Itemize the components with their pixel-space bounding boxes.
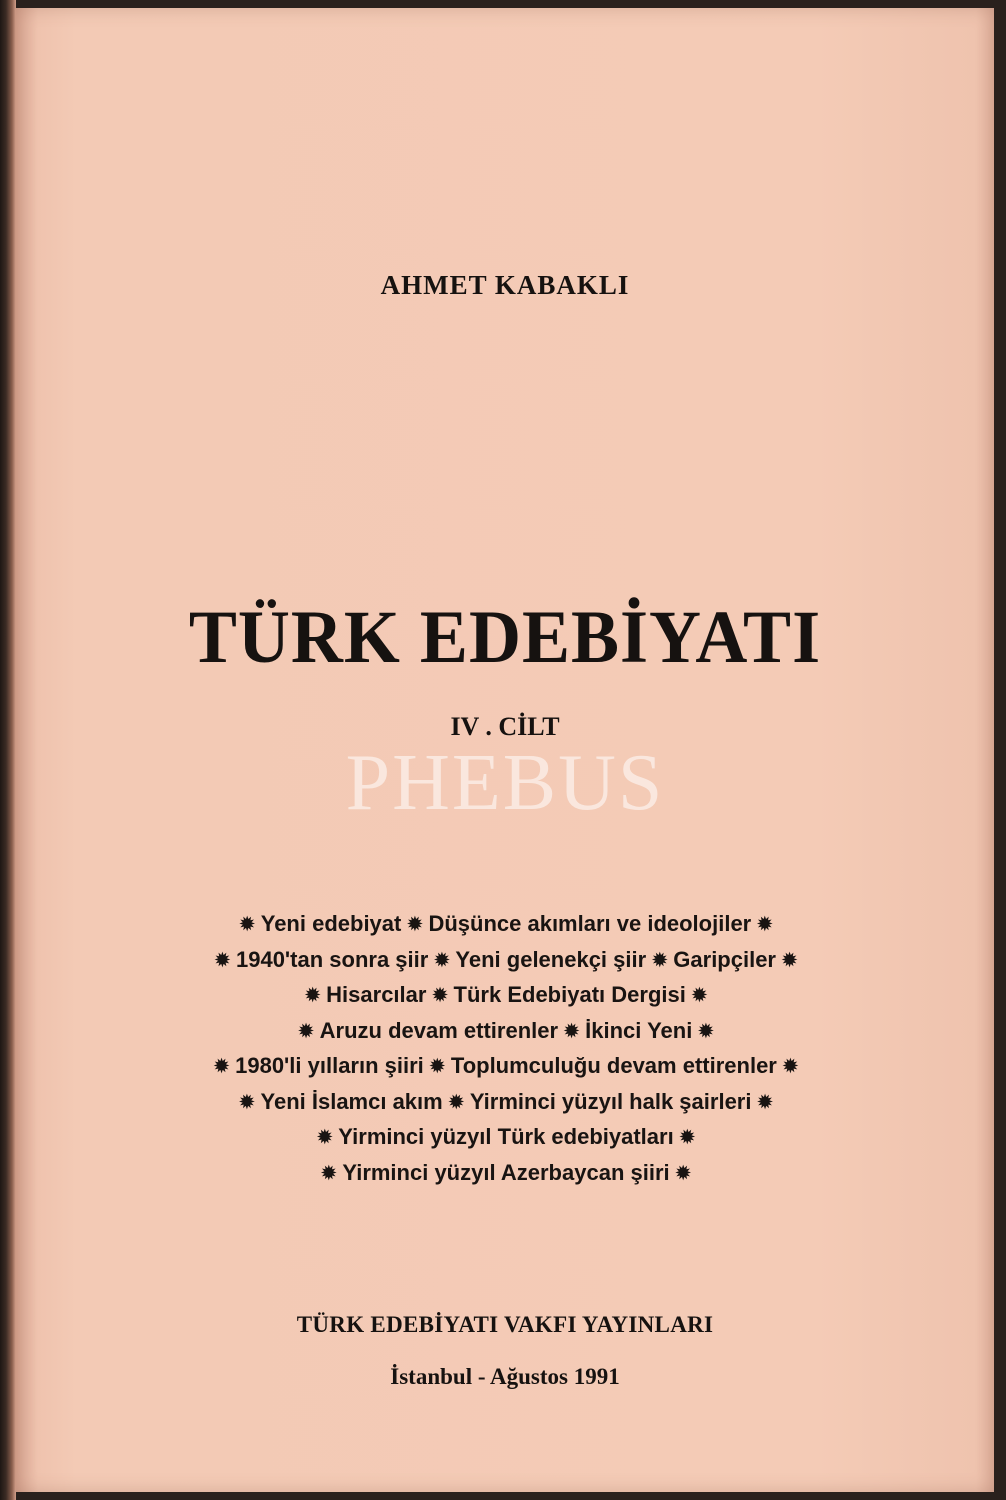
topic-line: [86, 1013, 926, 1049]
star-ornament-icon: ✹: [214, 1056, 230, 1076]
book-spine-edge: [0, 0, 16, 1500]
place-and-date: İstanbul - Ağustos 1991: [390, 1364, 620, 1389]
topic-item: Toplumculuğu devam ettirenler: [450, 1053, 777, 1078]
topic-line: [86, 1155, 926, 1191]
topic-item: İkinci Yeni: [585, 1017, 693, 1043]
star-ornament-icon: ✹: [679, 1127, 695, 1147]
topic-line: [86, 1119, 926, 1155]
publisher-name: TÜRK EDEBİYATI VAKFI YAYINLARI: [296, 1312, 714, 1337]
star-ornament-icon: ✹: [214, 949, 230, 970]
watermark: PHEBUS: [345, 739, 665, 827]
star-ornament-icon: ✹: [298, 1020, 314, 1041]
topic-item: Hisarcılar: [326, 982, 427, 1007]
star-ornament-icon: ✹: [782, 1056, 798, 1076]
topic-item: Yirminci yüzyıl Azerbaycan şiiri: [342, 1159, 670, 1185]
topic-item: 1940'tan sonra şiir: [235, 946, 429, 972]
star-ornament-icon: ✹: [757, 914, 773, 934]
star-ornament-icon: ✹: [305, 985, 321, 1005]
star-ornament-icon: ✹: [407, 914, 423, 934]
title-page: [16, 8, 994, 1492]
topic-item: Türk Edebiyatı Dergisi: [453, 982, 686, 1007]
star-ornament-icon: ✹: [564, 1020, 580, 1041]
topic-line: [86, 942, 926, 978]
book-title: TÜRK EDEBİYATI: [188, 594, 822, 679]
star-ornament-icon: ✹: [317, 1127, 333, 1147]
topic-item: Yeni İslamcı akım: [260, 1088, 443, 1114]
volume-label: IV . CİLT: [450, 712, 560, 741]
star-ornament-icon: ✹: [757, 1091, 773, 1112]
star-ornament-icon: ✹: [321, 1162, 337, 1183]
star-ornament-icon: ✹: [429, 1056, 445, 1076]
topics-list: [86, 906, 926, 1190]
star-ornament-icon: ✹: [432, 985, 448, 1005]
star-ornament-icon: ✹: [239, 1091, 255, 1112]
topic-item: Aruzu devam ettirenler: [319, 1017, 559, 1043]
topic-line: [86, 906, 926, 942]
star-ornament-icon: ✹: [782, 949, 798, 970]
topic-item: Yeni edebiyat: [260, 911, 402, 936]
topic-item: Yirminci yüzyıl Türk edebiyatları: [338, 1124, 674, 1149]
star-ornament-icon: ✹: [448, 1091, 464, 1112]
topic-item: Yirminci yüzyıl halk şairleri: [469, 1088, 752, 1114]
topic-item: Düşünce akımları ve ideolojiler: [428, 911, 752, 936]
star-ornament-icon: ✹: [675, 1162, 691, 1183]
topic-line: [86, 1084, 926, 1120]
topic-item: Garipçiler: [673, 946, 776, 972]
star-ornament-icon: ✹: [652, 949, 668, 970]
star-ornament-icon: ✹: [691, 985, 707, 1005]
star-ornament-icon: ✹: [434, 949, 450, 970]
star-ornament-icon: ✹: [698, 1020, 714, 1041]
star-ornament-icon: ✹: [239, 914, 255, 934]
topic-line: [86, 977, 926, 1013]
author-name: AHMET KABAKLI: [380, 270, 630, 300]
topic-line: [86, 1048, 926, 1084]
topic-item: 1980'li yılların şiiri: [235, 1053, 424, 1078]
topic-item: Yeni gelenekçi şiir: [455, 946, 647, 972]
